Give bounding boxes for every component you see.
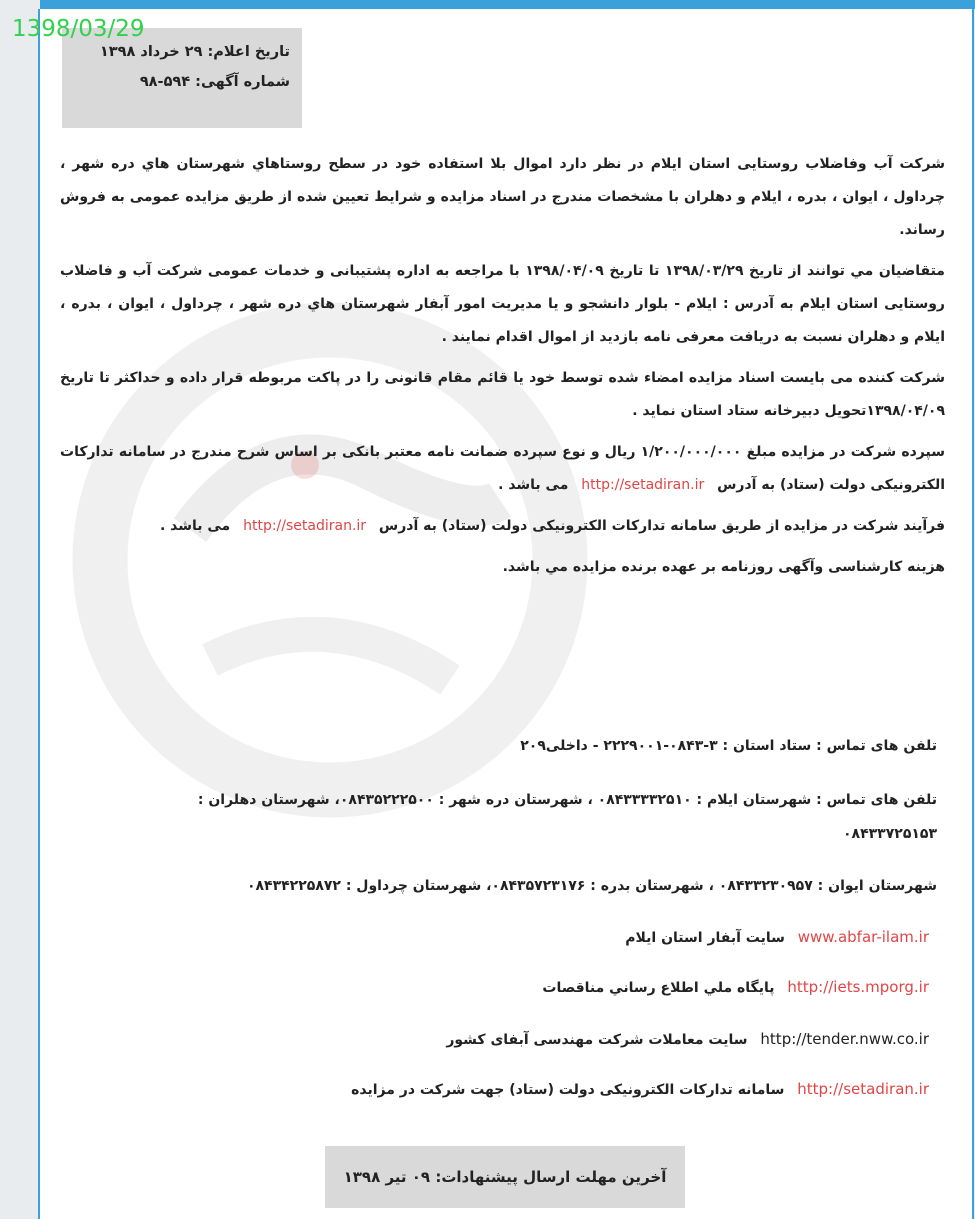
setad-link[interactable]: http://setadiran.ir [243, 518, 367, 534]
announce-date: تاریخ اعلام: ۲۹ خرداد ۱۳۹۸ [99, 44, 290, 60]
paragraph-deposit [60, 436, 945, 502]
link-url[interactable]: www.abfar-ilam.ir [797, 928, 929, 946]
contact-cities-line2: ۰۸۴۳۳۷۲۵۱۵۳ [843, 826, 937, 842]
link-label: پایگاه ملي اطلاع رساني مناقصات [542, 980, 775, 996]
paragraph-process [60, 510, 945, 543]
top-accent-bar [40, 0, 975, 9]
link-row-iets [542, 978, 937, 996]
link-row-abfar [625, 928, 937, 946]
contact-cities-line1: تلفن های تماس : شهرستان ایلام : ۰۸۴۳۳۳۳۲۵۱۰ ، شهرستان دره شهر : ۰۸۴۳۵۲۲۲۵۰۰، شهرستان دهلران : [197, 792, 937, 808]
date-stamp: 1398/03/29 [12, 16, 145, 42]
paragraph-costs: هزینه کارشناسی وآگهی روزنامه بر عهده برنده مزایده مي باشد. [502, 559, 945, 575]
ad-number: شماره آگهی: ۵۹۴-۹۸ [139, 74, 290, 90]
deposit-text: سپرده شرکت در مزایده مبلغ ۱/۲۰۰/۰۰۰/۰۰۰ ریال و نوع سپرده ضمانت نامه معتبر بانکی بر اساس شرح مندرج در سامانه تدارکات الکترونیکی دولت (ستاد) به آدرس [60, 444, 945, 493]
paragraph-documents: شرکت کننده می بایست اسناد مزایده امضاء شده توسط خود یا قائم مقام قانونی را در پاکت مربوطه قرار داده و حداکثر تا تاریخ ۱۳۹۸/۰۴/۰۹تحویل دبیرخانه ستاد استان نماید . [60, 370, 945, 419]
link-label: سایت آبفار استان ایلام [625, 930, 785, 946]
deposit-text-end: می باشد . [498, 477, 569, 493]
contact-hq: تلفن های تماس : ستاد استان : ۳-۰۸۴۳-۲۲۲۹۰۰۱ - داخلی۲۰۹ [520, 738, 937, 754]
link-url[interactable]: http://iets.mporg.ir [787, 978, 929, 996]
link-row-setad [351, 1080, 937, 1098]
paragraph-visit: متقاضیان مي توانند از تاريخ ۱۳۹۸/۰۳/۲۹ تا تاريخ ۱۳۹۸/۰۴/۰۹ با مراجعه به اداره پشتیبانی و خدمات عمومی شرکت آب و فاضلاب روستایی استان ایلام به آدرس : ایلام - بلوار دانشجو و یا مدیریت امور آبفار شهرستان هاي دره شهر ، چرداول ، ایوان ، بدره ، ایلام و دهلران نسبت به دریافت معرفی نامه بازدید از اموال اقدام نمایند . [60, 263, 945, 345]
paragraph-intro: شرکت آب وفاضلاب روستایی استان ایلام در نظر دارد اموال بلا استفاده خود در سطح روستاهاي شهرستان هاي دره شهر ، چرداول ، ایوان ، بدره ، ایلام و دهلران با مشخصات مندرج در اسناد مزایده و شرایط تعیین شده از طریق مزایده عمومی به فروش رساند. [60, 156, 945, 238]
process-text-end: می باشد . [159, 518, 231, 534]
announcement-info-box [62, 28, 302, 128]
announcement-body [60, 148, 945, 592]
contact-cities-line3: شهرستان ایوان : ۰۸۴۳۳۲۳۰۹۵۷ ، شهرستان بدره : ۰۸۴۳۵۷۲۳۱۷۶، شهرستان چرداول : ۰۸۴۳۴۲۲۵۸۷۲ [246, 878, 937, 894]
setad-link[interactable]: http://setadiran.ir [581, 477, 705, 493]
process-text: فرآیند شرکت در مزایده از طریق سامانه تدارکات الکترونیکی دولت (ستاد) به آدرس [378, 518, 945, 534]
link-label: سامانه تدارکات الکترونیکی دولت (ستاد) جهت شرکت در مزایده [351, 1082, 785, 1098]
link-url[interactable]: http://setadiran.ir [797, 1080, 929, 1098]
deadline-box: آخرین مهلت ارسال پیشنهادات: ۰۹ تیر ۱۳۹۸ [325, 1146, 685, 1208]
link-row-tender [446, 1030, 937, 1048]
link-url[interactable]: http://tender.nww.co.ir [760, 1030, 929, 1048]
link-label: سایت معاملات شرکت مهندسی آبفای کشور [446, 1032, 748, 1048]
